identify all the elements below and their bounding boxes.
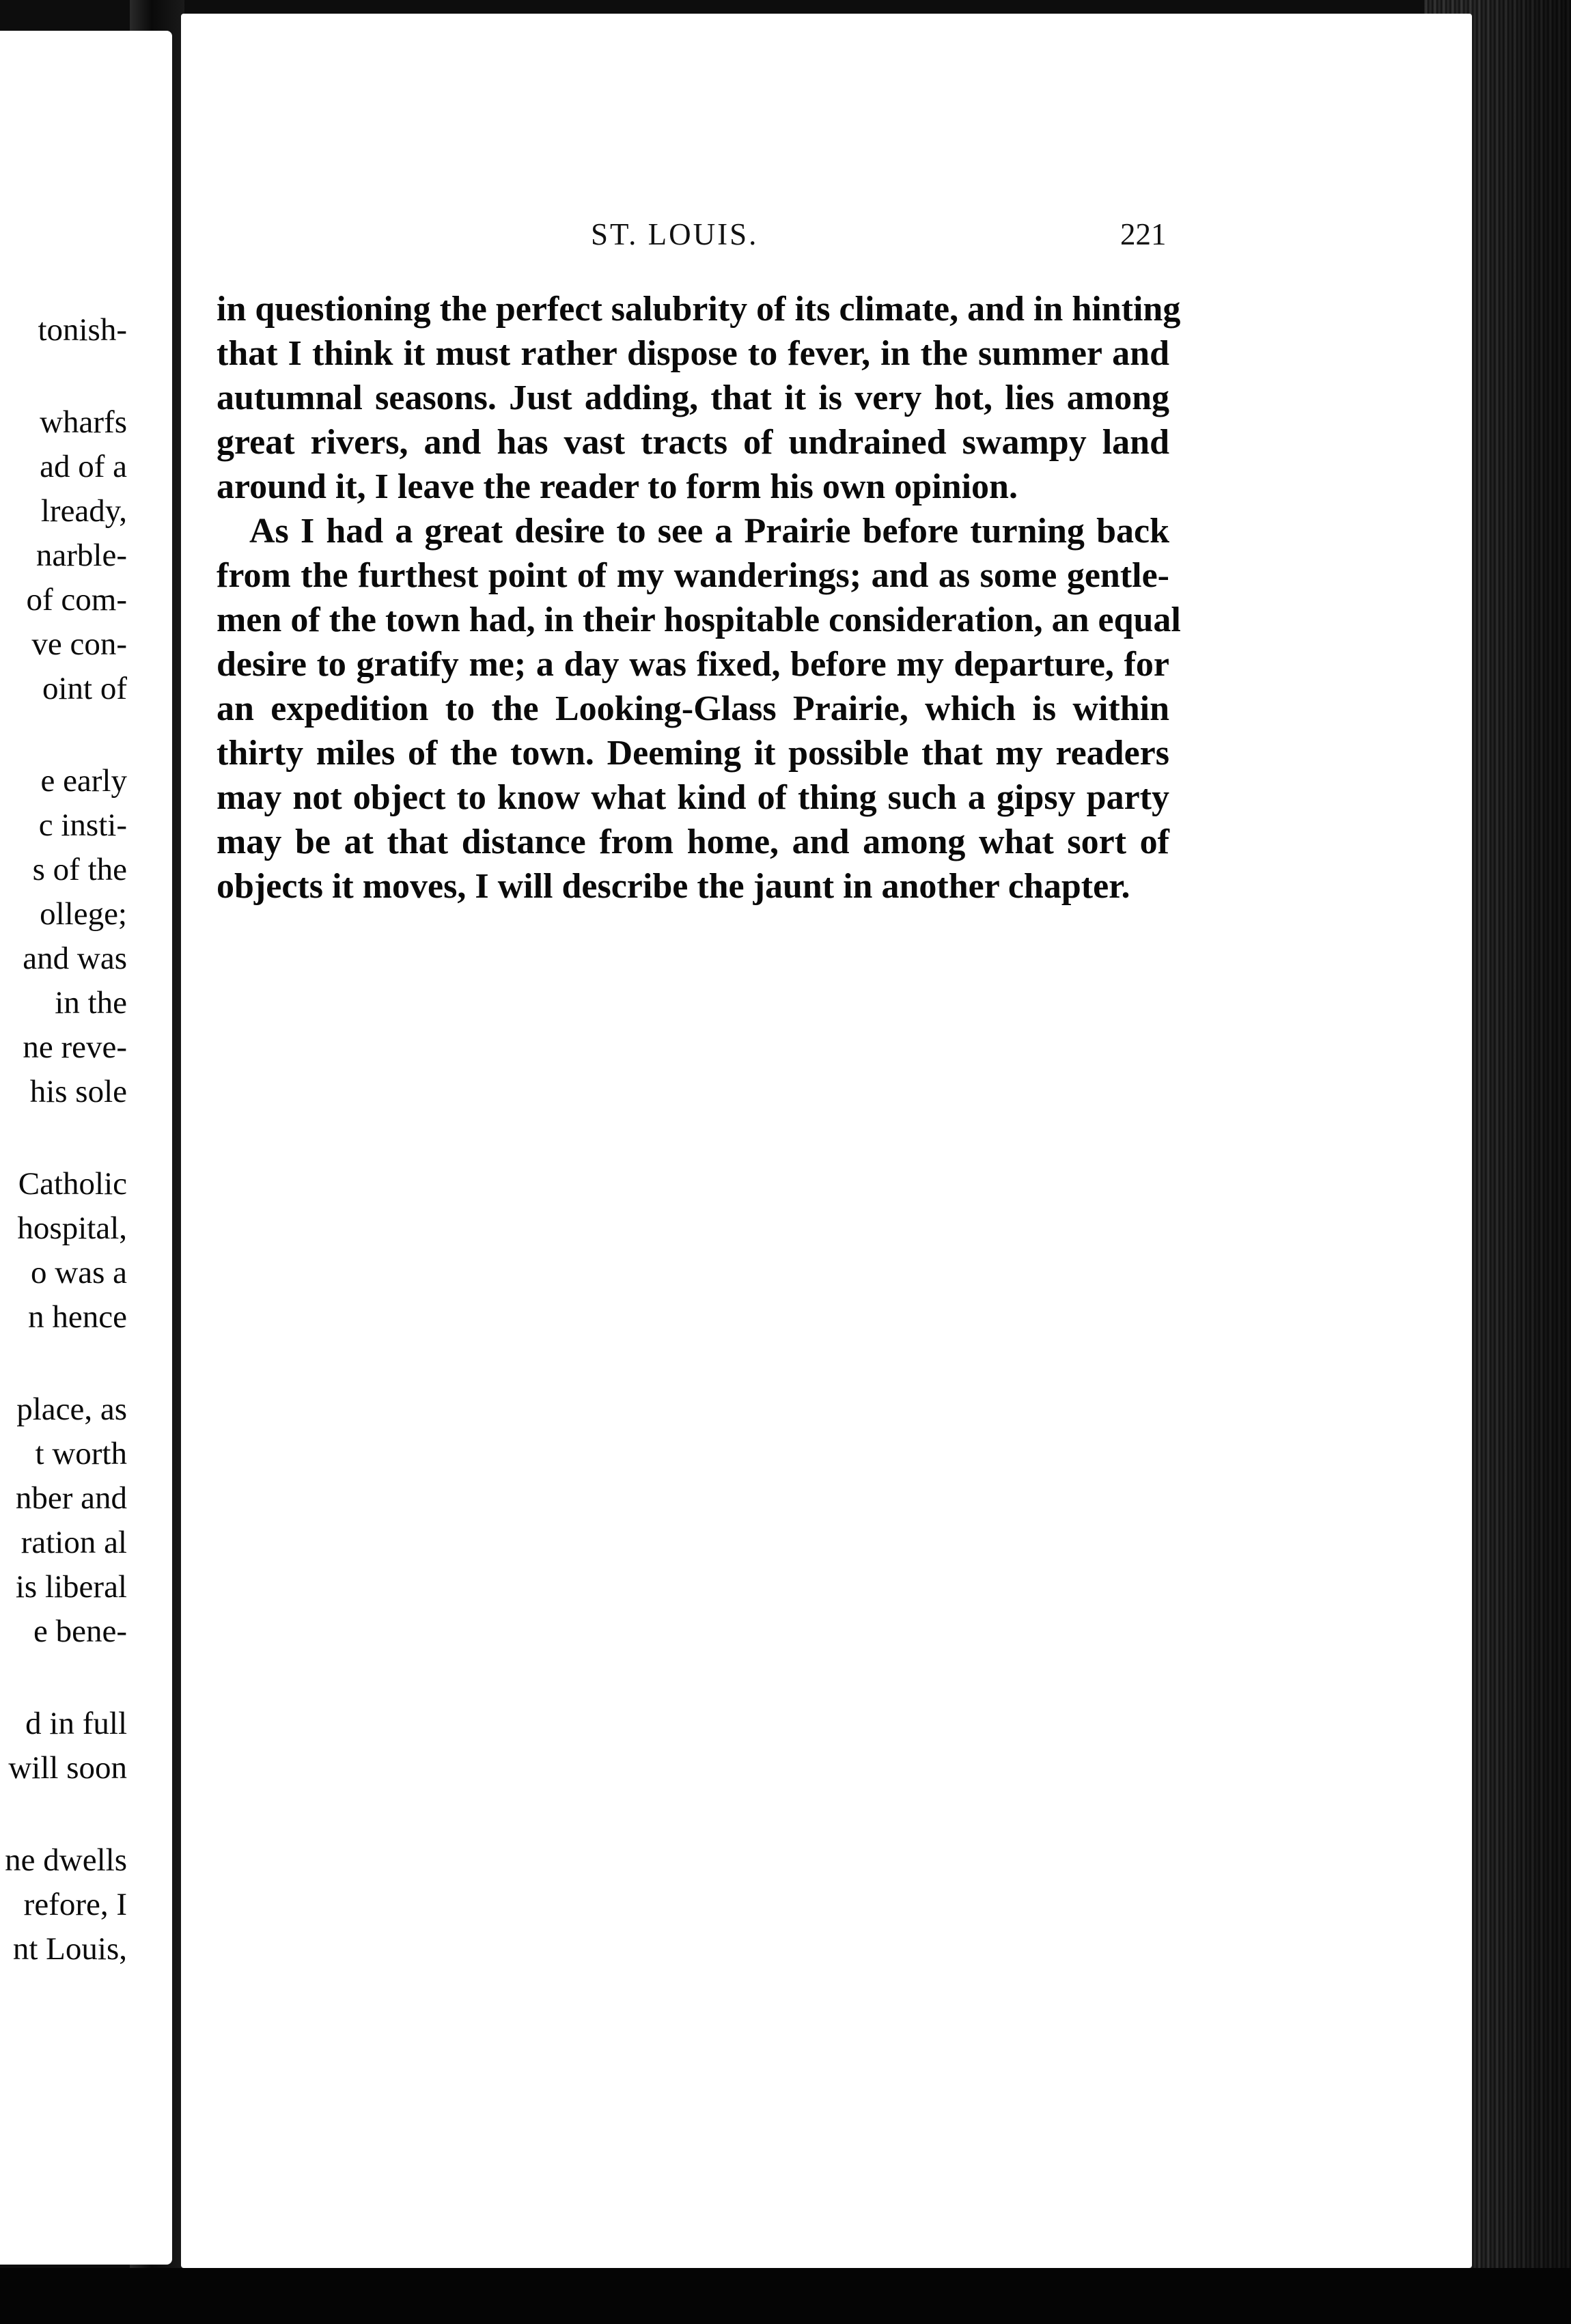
previous-page-line: e early — [40, 763, 127, 799]
previous-page-line: his sole — [29, 1074, 127, 1109]
text-line: As I had a great desire to see a Prairie before turning back — [249, 512, 1169, 551]
previous-page-line: will soon — [8, 1750, 127, 1786]
text-line: that I think it must rather dispose to fever, in the summer and — [217, 334, 1169, 373]
previous-page-line: t worth — [35, 1436, 127, 1471]
previous-page-line: of com- — [26, 582, 127, 618]
previous-page-line: oint of — [42, 671, 127, 706]
text-line: desire to gratify me; a day was fixed, before my departure, for — [217, 645, 1169, 684]
previous-page-line: refore, I — [23, 1887, 127, 1922]
previous-page-line: wharfs — [40, 404, 127, 440]
previous-page-line: n hence — [28, 1299, 127, 1335]
book-page — [181, 14, 1472, 2268]
running-head — [181, 217, 1472, 258]
previous-page-line: nber and — [15, 1480, 127, 1516]
previous-page-line: narble- — [36, 538, 127, 573]
body-text — [217, 287, 1181, 909]
previous-page-line: is liberal — [15, 1569, 127, 1605]
previous-page-line: ad of a — [40, 449, 127, 484]
previous-page-line: ration al — [20, 1525, 127, 1560]
previous-page-line: place, as — [16, 1392, 127, 1427]
previous-page-line: c insti- — [38, 807, 127, 843]
text-line: may not object to know what kind of thing such a gipsy party — [217, 778, 1169, 817]
previous-page-line: d in full — [25, 1706, 127, 1741]
text-line: great rivers, and has vast tracts of undrained swampy land — [217, 423, 1169, 462]
previous-page-line: e bene- — [33, 1614, 127, 1649]
previous-page-line: tonish- — [38, 312, 127, 348]
text-line: may be at that distance from home, and among what sort of — [217, 822, 1169, 861]
text-line: men of the town had, in their hospitable consideration, an equal — [217, 600, 1181, 639]
previous-page-line: ve con- — [31, 626, 127, 662]
text-line: an expedition to the Looking-Glass Prairie, which is within — [217, 689, 1169, 728]
previous-page-line: and was — [23, 941, 127, 976]
page-edges-shadow — [1469, 0, 1571, 2324]
previous-page-line: Catholic — [18, 1166, 127, 1202]
text-line: autumnal seasons. Just adding, that it is very hot, lies among — [217, 378, 1169, 417]
previous-page — [0, 31, 172, 2265]
text-line: in questioning the perfect salubrity of its climate, and in hinting — [217, 290, 1181, 329]
previous-page-line: ne reve- — [23, 1029, 127, 1065]
previous-page-line: o was a — [31, 1255, 127, 1290]
previous-page-line: ollege; — [40, 896, 127, 932]
text-line: around it, I leave the reader to form his own opinion. — [217, 467, 1018, 506]
text-line: objects it moves, I will describe the jaunt in another chapter. — [217, 867, 1130, 906]
scan-bottom-edge — [0, 2268, 1571, 2324]
previous-page-line: in the — [55, 985, 127, 1021]
previous-page-line: s of the — [32, 852, 127, 887]
previous-page-line: hospital, — [17, 1211, 127, 1246]
text-line: from the furthest point of my wanderings; and as some gentle- — [217, 556, 1169, 595]
text-line: thirty miles of the town. Deeming it possible that my readers — [217, 734, 1169, 773]
running-title: ST. LOUIS. — [591, 217, 759, 251]
previous-page-line: nt Louis, — [12, 1931, 127, 1967]
previous-page-line: lready, — [40, 493, 127, 529]
page-number: 221 — [1120, 217, 1167, 251]
previous-page-line: ne dwells — [5, 1842, 127, 1878]
